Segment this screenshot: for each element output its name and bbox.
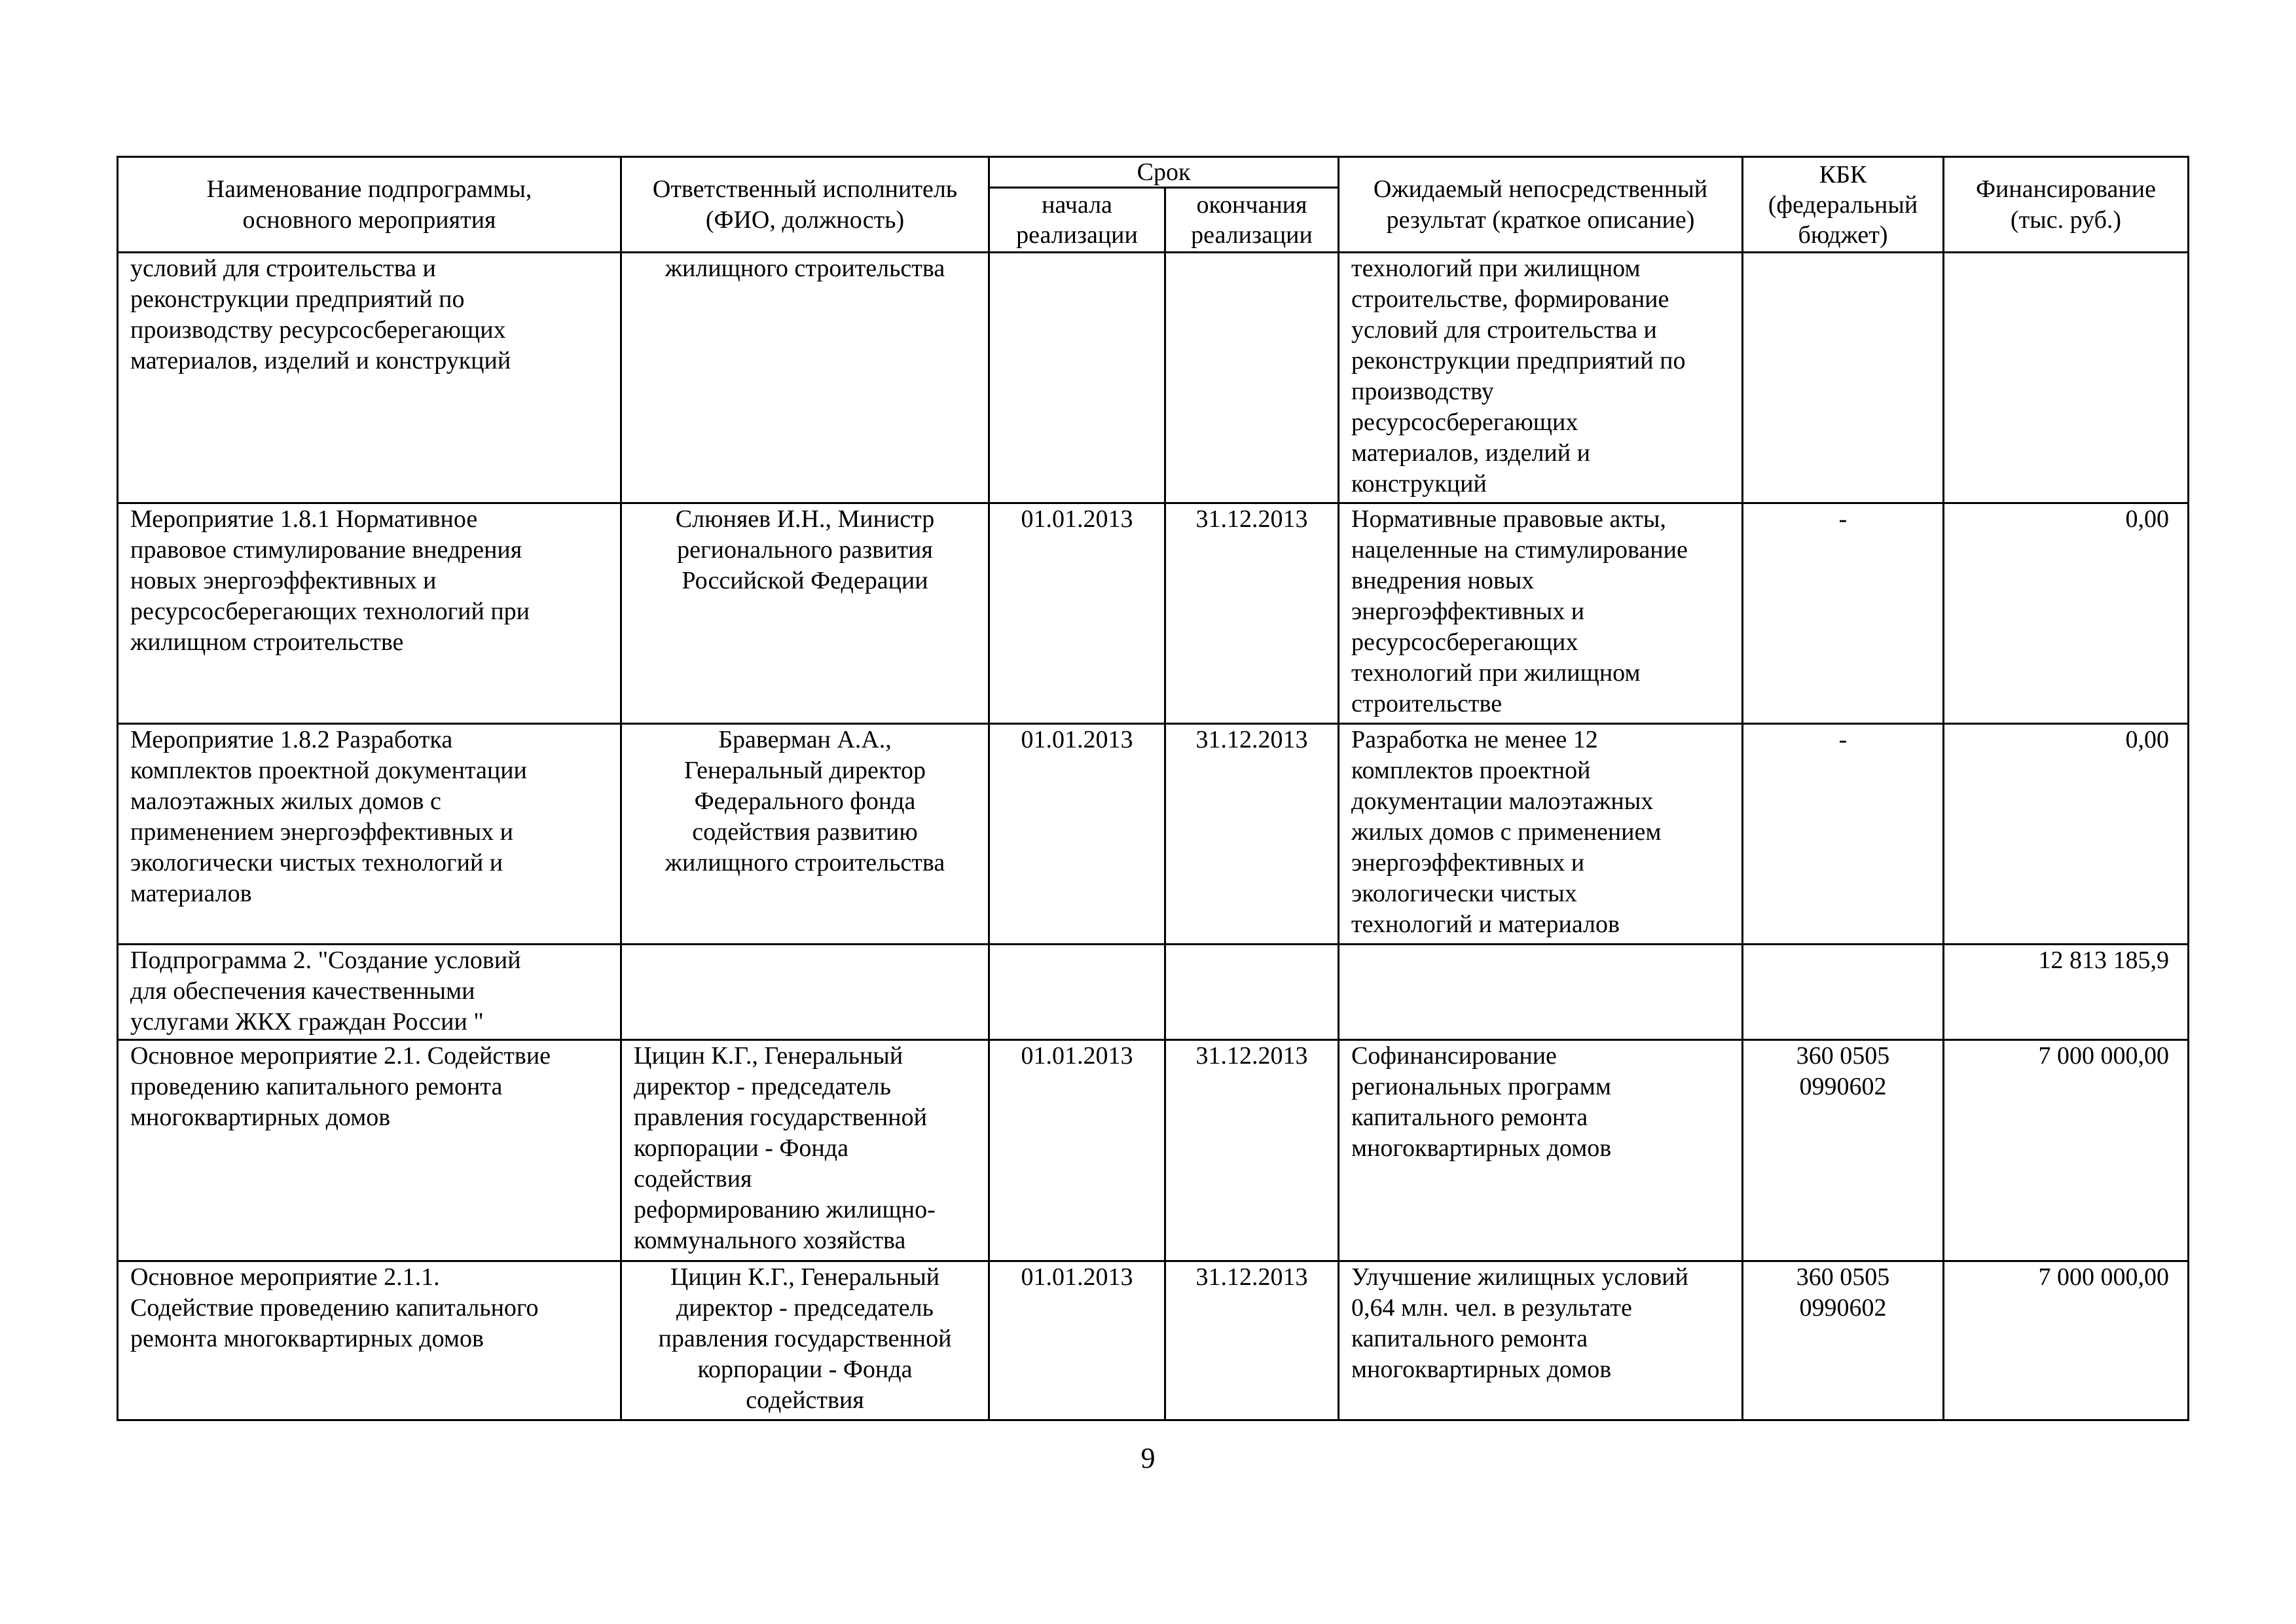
header-end: окончания реализации <box>1165 188 1339 253</box>
cell-start: 01.01.2013 <box>989 724 1165 945</box>
cell-end: 31.12.2013 <box>1165 724 1339 945</box>
cell-kbk: 360 0505 0990602 <box>1743 1040 1944 1261</box>
cell-end: 31.12.2013 <box>1165 503 1339 724</box>
header-name: Наименование подпрограммы, основного мероприятия <box>118 157 621 253</box>
cell-end <box>1165 253 1339 503</box>
cell-financing: 12 813 185,9 <box>1944 945 2189 1040</box>
cell-financing <box>1944 253 2189 503</box>
cell-start <box>989 945 1165 1040</box>
table-row <box>118 1261 2189 1420</box>
cell-start <box>989 253 1165 503</box>
table-row <box>118 503 2189 724</box>
header-result: Ожидаемый непосредственный результат (краткое описание) <box>1339 157 1743 253</box>
cell-kbk: 360 0505 0990602 <box>1743 1261 1944 1420</box>
cell-result: Разработка не менее 12 комплектов проектной документации малоэтажных жилых домов с применением энергоэффективных и экологически чистых технологий и материалов <box>1339 724 1743 945</box>
cell-kbk: - <box>1743 503 1944 724</box>
cell-start: 01.01.2013 <box>989 503 1165 724</box>
header-start: начала реализации <box>989 188 1165 253</box>
cell-name: Мероприятие 1.8.2 Разработка комплектов проектной документации малоэтажных жилых домов с применением энергоэффективных и экологически чистых технологий и материалов <box>118 724 621 945</box>
cell-financing: 7 000 000,00 <box>1944 1040 2189 1261</box>
cell-name: Основное мероприятие 2.1. Содействие проведению капитального ремонта многоквартирных домов <box>118 1040 621 1261</box>
cell-end <box>1165 945 1339 1040</box>
cell-result: технологий при жилищном строительстве, формирование условий для строительства и реконструкции предприятий по производству ресурсосберегающих материалов, изделий и конструкций <box>1339 253 1743 503</box>
cell-executor: жилищного строительства <box>621 253 989 503</box>
cell-kbk: - <box>1743 724 1944 945</box>
cell-executor: Браверман А.А., Генеральный директор Федерального фонда содействия развитию жилищного строительства <box>621 724 989 945</box>
cell-start: 01.01.2013 <box>989 1040 1165 1261</box>
cell-result: Улучшение жилищных условий 0,64 млн. чел. в результате капитального ремонта многоквартирных домов <box>1339 1261 1743 1420</box>
cell-financing: 0,00 <box>1944 724 2189 945</box>
page-number: 9 <box>1140 1442 1156 1474</box>
cell-name: Подпрограмма 2. "Создание условий для обеспечения качественными услугами ЖКХ граждан России " <box>118 945 621 1040</box>
cell-result: Софинансирование региональных программ капитального ремонта многоквартирных домов <box>1339 1040 1743 1261</box>
cell-start: 01.01.2013 <box>989 1261 1165 1420</box>
cell-kbk <box>1743 945 1944 1040</box>
cell-result <box>1339 945 1743 1040</box>
cell-executor: Слюняев И.Н., Министр регионального развития Российской Федерации <box>621 503 989 724</box>
cell-name: Основное мероприятие 2.1.1. Содействие проведению капитального ремонта многоквартирных домов <box>118 1261 621 1420</box>
cell-end: 31.12.2013 <box>1165 1040 1339 1261</box>
cell-financing: 7 000 000,00 <box>1944 1261 2189 1420</box>
cell-executor: Цицин К.Г., Генеральный директор - председатель правления государственной корпорации - Фонда содействия <box>621 1261 989 1420</box>
table-row <box>118 945 2189 1040</box>
cell-kbk <box>1743 253 1944 503</box>
table-row <box>118 253 2189 503</box>
cell-name: Мероприятие 1.8.1 Нормативное правовое стимулирование внедрения новых энергоэффективных и ресурсосберегающих технологий при жилищном строительстве <box>118 503 621 724</box>
cell-executor <box>621 945 989 1040</box>
table-row <box>118 1040 2189 1261</box>
cell-end: 31.12.2013 <box>1165 1261 1339 1420</box>
header-executor: Ответственный исполнитель (ФИО, должность) <box>621 157 989 253</box>
header-financing: Финансирование (тыс. руб.) <box>1944 157 2189 253</box>
header-term: Срок <box>989 157 1339 188</box>
cell-result: Нормативные правовые акты, нацеленные на стимулирование внедрения новых энергоэффективных и ресурсосберегающих технологий при жилищном строительстве <box>1339 503 1743 724</box>
table-row <box>118 724 2189 945</box>
cell-name: условий для строительства и реконструкции предприятий по производству ресурсосберегающих материалов, изделий и конструкций <box>118 253 621 503</box>
header-kbk: КБК (федеральный бюджет) <box>1743 157 1944 253</box>
cell-financing: 0,00 <box>1944 503 2189 724</box>
program-table <box>117 156 2189 1421</box>
cell-executor: Цицин К.Г., Генеральный директор - председатель правления государственной корпорации - Фонда содействия реформированию жилищно- коммунального хозяйства <box>621 1040 989 1261</box>
